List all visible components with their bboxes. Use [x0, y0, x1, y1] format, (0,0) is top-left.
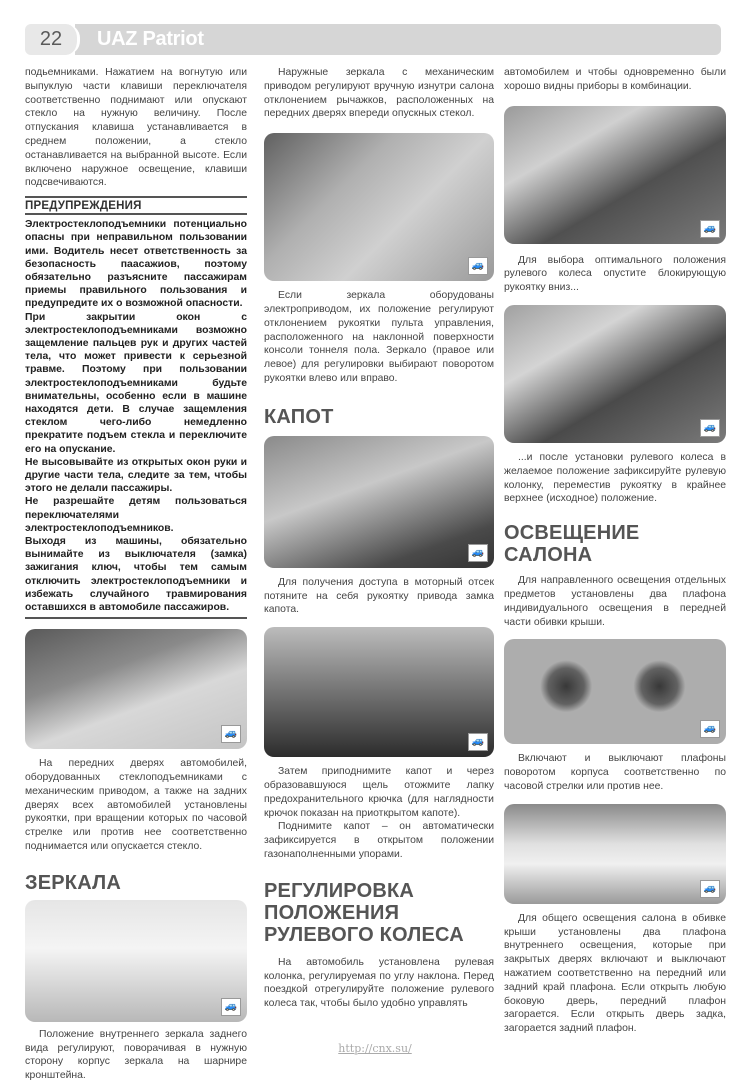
warning-item: Электростеклоподъемники потенциально опасны при неправильном пользовании ими. Водитель несет ответственность за безопасность паасажиов, поэтому обязательно разъясните пассажирам приемы правильного пользования и предупредите их о возможной опасности.: [25, 219, 247, 310]
warning-item: Выходя из машины, обязательно вынимайте из выключателя (замка) зажигания ключ, чтобы тем самым отключить электростеклоподъемники и избежать случайного травмирования оставшихся в автомобиле пассажиров.: [25, 536, 247, 614]
column-right: [504, 66, 726, 1036]
hood-release-photo: [264, 436, 494, 568]
car-icon: 🚙: [700, 220, 720, 238]
electric-mirrors-text: Если зеркала оборудованы электроприводом, их положение регулируют отклонением рукоятки пульта управления, расположенного на наклонной поверхности консоли тоннеля пола. Зеркало (правое или левое) для регулировки выбирают поворотом рукоятки влево или вправо.: [264, 290, 494, 384]
car-icon: 🚙: [468, 257, 488, 275]
car-icon: 🚙: [221, 725, 241, 743]
steering-lever-up-photo: [504, 305, 726, 443]
steering-lever-down-photo: [504, 106, 726, 244]
car-icon: 🚙: [700, 720, 720, 738]
mirror-caption: Положение внутреннего зеркала заднего вида регулируют, поворачивая в нужную сторону корпус зеркала на шарнире кронштейна.: [25, 1028, 247, 1082]
page-header: [25, 24, 721, 55]
section-title-steering: РЕГУЛИРОВКА ПОЛОЖЕНИЯ РУЛЕВОГО КОЛЕСА: [264, 879, 464, 946]
lighting-text-3: Для общего освещения салона в обивке крыши установлены два плафона внутреннего освещения, которые при закрытых дверях включают и выключают нажатием соответственно на передний или задний край плафона. Если открыть любую боковую дверь, передний плафон загорается. Если открыть дверь задка, загорается задний плафон.: [504, 912, 726, 1035]
warning-title: ПРЕДУПРЕЖДЕНИЯ: [25, 196, 247, 215]
steering-continued: автомобилем и чтобы одновременно были хорошо видны приборы в комбинации.: [504, 67, 726, 92]
section-title-interior-lighting: ОСВЕЩЕНИЕ САЛОНА: [504, 522, 640, 567]
power-window-intro: подьемниками. Нажатием на вогнутую или выпуклую части клавиши переключателя соответственно поднимают или опускают стекло на нужную величину. После отпускания клавиша устанавливается в среднем положении, а стекло останавливается на выбранной высоте. Если включено наружное освещение, клавиши подсвечиваются.: [25, 67, 247, 189]
car-icon: 🚙: [468, 544, 488, 562]
hood-text-3: Поднимите капот – он автоматически зафиксируется в открытом положении газонаполненными упорами.: [264, 821, 494, 860]
steering-text: На автомобиль установлена рулевая колонка, регулируемая по углу наклона. Перед поездкой отрегулируйте положение рулевого колеса так, чтобы было удобно управлять: [264, 956, 494, 1010]
watermark-url[interactable]: http://cnx.su/: [338, 1042, 412, 1055]
car-icon: 🚙: [221, 998, 241, 1016]
section-title-mirrors: ЗЕРКАЛА: [25, 871, 121, 894]
window-crank-caption: На передних дверях автомобилей, оборудованных стеклоподъемниками с механическим приводом, а также на задних дверях всех автомобилей установлены рукоятки, при вращении которых по часовой стрелке или против нее соответственно поднимается или опускается стекло.: [25, 758, 247, 853]
section-title-hood: КАПОТ: [264, 405, 334, 428]
warning-box: [25, 215, 247, 619]
rearview-mirror-photo: [25, 900, 247, 1022]
car-icon: 🚙: [700, 419, 720, 437]
page-number: 22: [25, 24, 80, 55]
car-icon: 🚙: [468, 733, 488, 751]
warning-item: Не высовывайте из открытых окон руки и другие части тела, следите за тем, чтобы этого не делали пассажиры.: [25, 456, 247, 495]
mirrors-intro: Наружные зеркала с механическим приводом регулируют вручную изнутри салона отклонением рычажков, расположенных на передних дверях впереди опускных стекол.: [264, 67, 494, 120]
window-crank-photo: [25, 629, 247, 749]
lighting-text-1: Для направленного освещения отдельных предметов установлены два плафона индивидуального освещения в передней части обивки крыши.: [504, 575, 726, 628]
steering-text-2: ...и после установки рулевого колеса в желаемое положение зафиксируйте рулевую колонку, переместив рукоятку в крайнее верхнее (исходное) положение.: [504, 451, 726, 505]
book-title: UAZ Patriot: [97, 28, 204, 50]
warning-item: Не разрешайте детям пользоваться переключателями электростеклоподъемников.: [25, 496, 247, 534]
lighting-text-2: Включают и выключают плафоны поворотом корпуса соответственно по часовой стрелки или против нее.: [504, 753, 726, 792]
hood-hook-photo: [264, 627, 494, 757]
steering-text-1: Для выбора оптимального положения рулевого колеса опустите блокирующую рукоятку вниз...: [504, 254, 726, 294]
column-middle: [264, 66, 494, 1011]
warning-item: При закрытии окон с электростеклоподъемниками возможно защемление пальцев рук и других частей тела, что может привести к серьезной травме. Поэтому при пользовании электростеклоподъемниками будьте внимательны, особенно если в машине находятся дети. В случае защемления стеклом чего-либо немедленно прекратите подъем стекла и переключите его на опускание.: [25, 311, 247, 455]
dome-lamp-photo: [504, 804, 726, 904]
car-icon: 🚙: [700, 880, 720, 898]
hood-text-2: Затем приподнимите капот и через образовавшуюся щель отожмите лапку предохранительного крючка (для наглядности крючок показан на приоткрытом капоте).: [264, 766, 494, 819]
column-left: [25, 66, 247, 1083]
hood-text-1: Для получения доступа в моторный отсек потяните на себя рукоятку привода замка капота.: [264, 576, 494, 616]
mirror-lever-photo: [264, 133, 494, 281]
spot-lamps-photo: [504, 639, 726, 744]
